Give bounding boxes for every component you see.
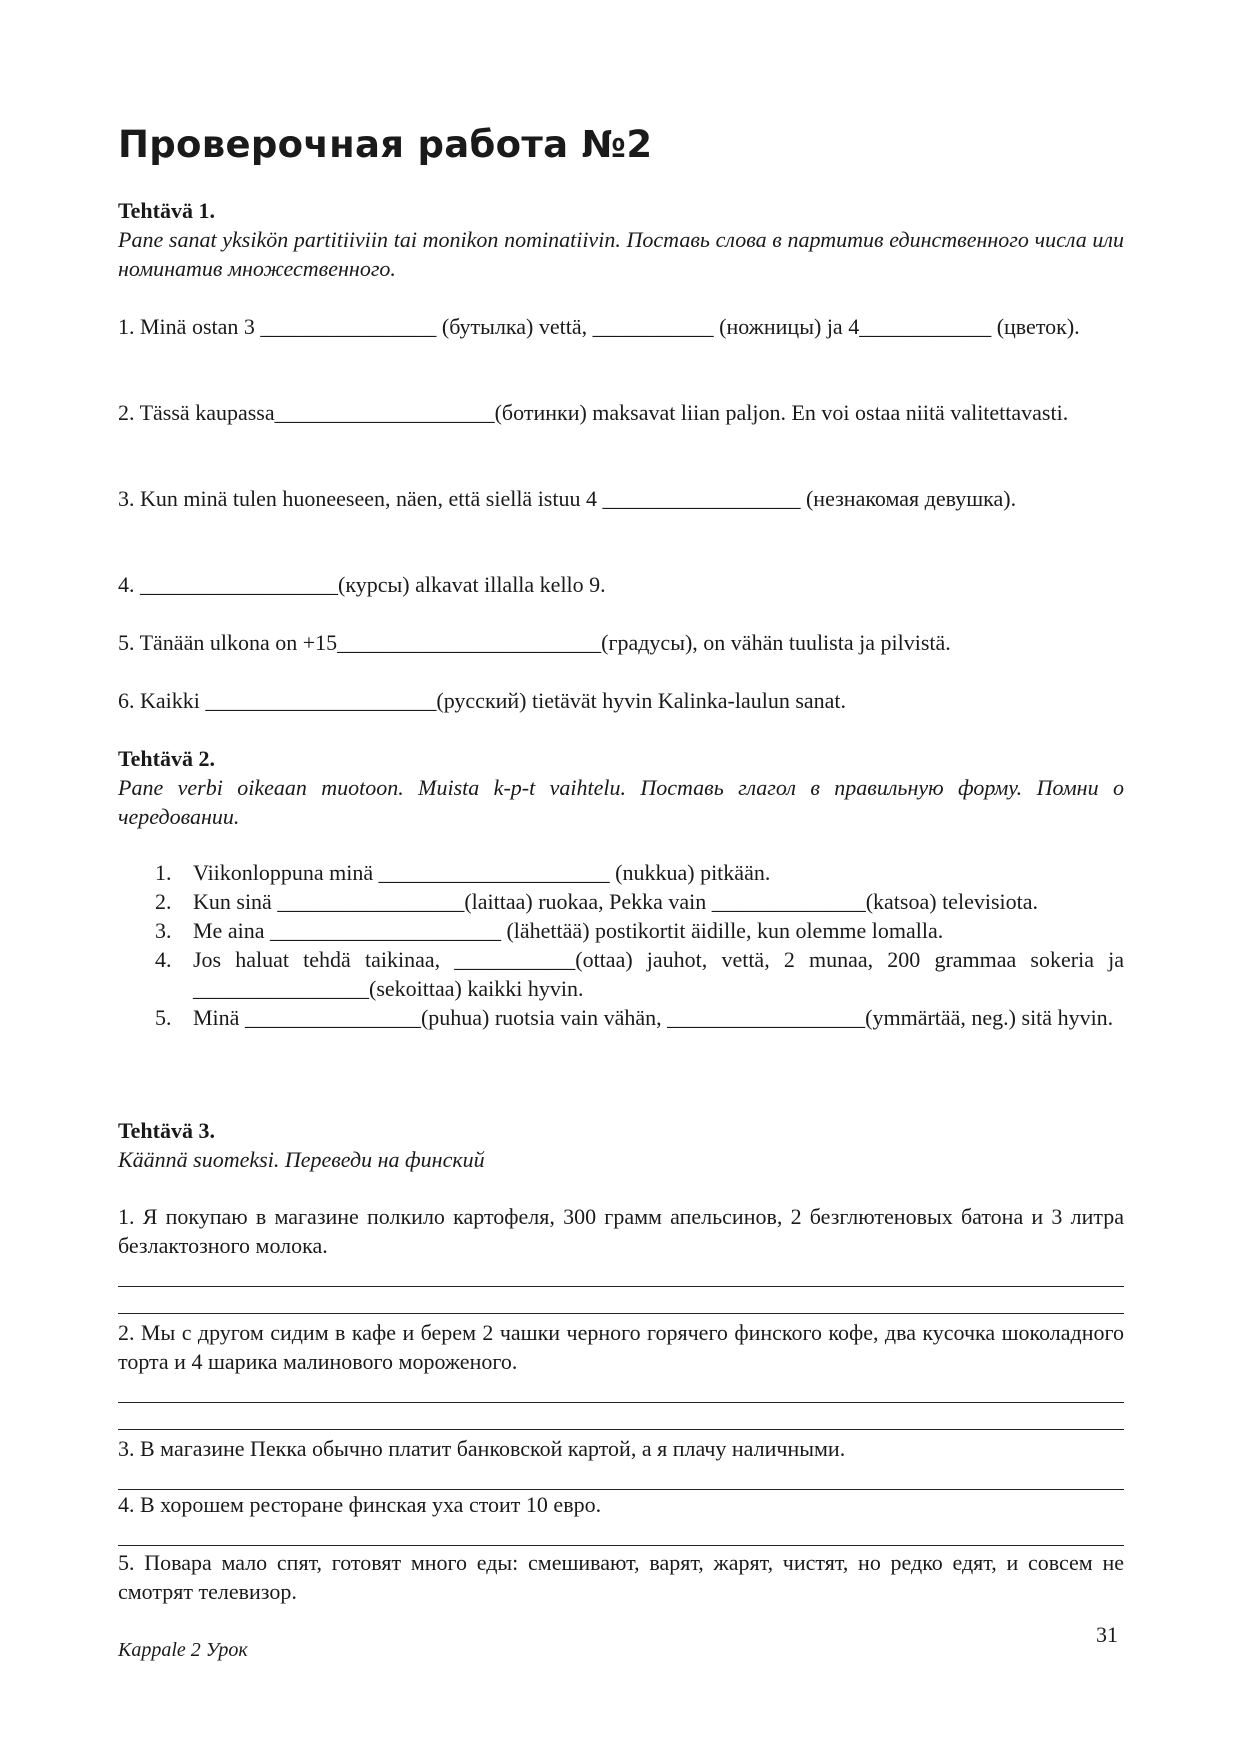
task1-heading: Tehtävä 1. [118,198,215,223]
task3-item [118,1318,1124,1430]
task3-item-5: 5. Повара мало спят, готовят много еды: смешивают, варят, жарят, чистят, но редко едят, и совсем не смотрят телевизор. [118,1550,1124,1604]
page-title: Проверочная работа №2 [118,123,653,166]
task1-item [118,484,1124,513]
task3-instruction: Käännä suomeksi. Переведи на финский [118,1147,485,1172]
task2-item-number: 1. [155,860,172,885]
task2-item [118,1003,1124,1032]
task2-item [118,887,1124,916]
answer-line[interactable] [118,1260,1124,1287]
task2-item-text: Minä ________________(puhua) ruotsia vain vähän, __________________(ymmärtää, neg.) sitä hyvin. [193,1005,1114,1030]
task2-item-number: 3. [155,918,172,943]
task1-item-5: 5. Tänään ulkona on +15________________________(градусы), on vähän tuulista ja pilvistä. [118,630,951,655]
task2-list [118,858,1124,1032]
task1-item-3: 3. Kun minä tulen huoneeseen, näen, että siellä istuu 4 __________________ (незнакомая девушка). [118,486,1017,511]
task2-item-number: 2. [155,889,172,914]
answer-line[interactable] [118,1287,1124,1314]
task2-item [118,858,1124,887]
task2-instruction: Pane verbi oikeaan muotoon. Muista k-p-t vaihtelu. Поставь глагол в правильную форму. Помни о чередовании. [118,775,1124,829]
task3-heading: Tehtävä 3. [118,1118,215,1143]
task3-section [118,1116,1124,1174]
task2-item-text: Kun sinä _________________(laittaa) ruokaa, Pekka vain ______________(katsoa) televisiota. [193,889,1038,914]
answer-line[interactable] [118,1463,1124,1490]
task2-item-number: 5. [155,1005,172,1030]
task1-item [118,686,1124,715]
task1-item-6: 6. Kaikki _____________________(русский) tietävät hyvin Kalinka-laulun sanat. [118,688,847,713]
task1-item-2: 2. Tässä kaupassa____________________(ботинки) maksavat liian paljon. En voi ostaa niitä valitettavasti. [118,400,1069,425]
task2-item-text: Viikonloppuna minä _____________________ (nukkua) pitkään. [193,860,771,885]
page-number: 31 [1096,1622,1118,1647]
task3-item-3: 3. В магазине Пекка обычно платит банковской картой, а я плачу наличными. [118,1436,846,1461]
task2-heading: Tehtävä 2. [118,746,215,771]
task1-item-1: 1. Minä ostan 3 ________________ (бутылка) vettä, ___________ (ножницы) ja 4____________ (цветок). [118,314,1080,339]
task2-item-text: Jos haluat tehdä taikinaa, ___________(ottaa) jauhot, vettä, 2 munaa, 200 grammaa sokeria ja ________________(sekoittaa) kaikki hyvin. [193,947,1124,1001]
task3-item-4: 4. В хорошем ресторане финская уха стоит 10 евро. [118,1492,602,1517]
task1-item [118,398,1124,427]
task3-item [118,1202,1124,1314]
task3-item [118,1490,1124,1546]
task2-item [118,916,1124,945]
footer-chapter: Kappale 2 Урок [118,1639,248,1661]
answer-line[interactable] [118,1403,1124,1430]
task2-item-text: Me aina _____________________ (lähettää) postikortit äidille, kun olemme lomalla. [193,918,944,943]
task1-item-4: 4. __________________(курсы) alkavat illalla kello 9. [118,572,606,597]
task3-item [118,1548,1124,1606]
task1-item [118,570,1124,599]
task1-item [118,628,1124,657]
task1-instruction: Pane sanat yksikön partitiiviin tai monikon nominatiivin. Поставь слова в партитив единственного числа или номинатив множественного. [118,227,1124,281]
task1-section [118,196,1124,283]
answer-line[interactable] [118,1519,1124,1546]
task2-item [118,945,1124,1003]
task2-item-number: 4. [155,947,172,972]
answer-line[interactable] [118,1376,1124,1403]
task3-item [118,1434,1124,1490]
task3-item-1: 1. Я покупаю в магазине полкило картофеля, 300 грамм апельсинов, 2 безглютеновых батона и 3 литра безлактозного молока. [118,1204,1124,1258]
task3-item-2: 2. Мы с другом сидим в кафе и берем 2 чашки черного горячего финского кофе, два кусочка шоколадного торта и 4 шарика малинового мороженого. [118,1320,1124,1374]
task1-item [118,312,1124,341]
task2-section [118,744,1124,831]
